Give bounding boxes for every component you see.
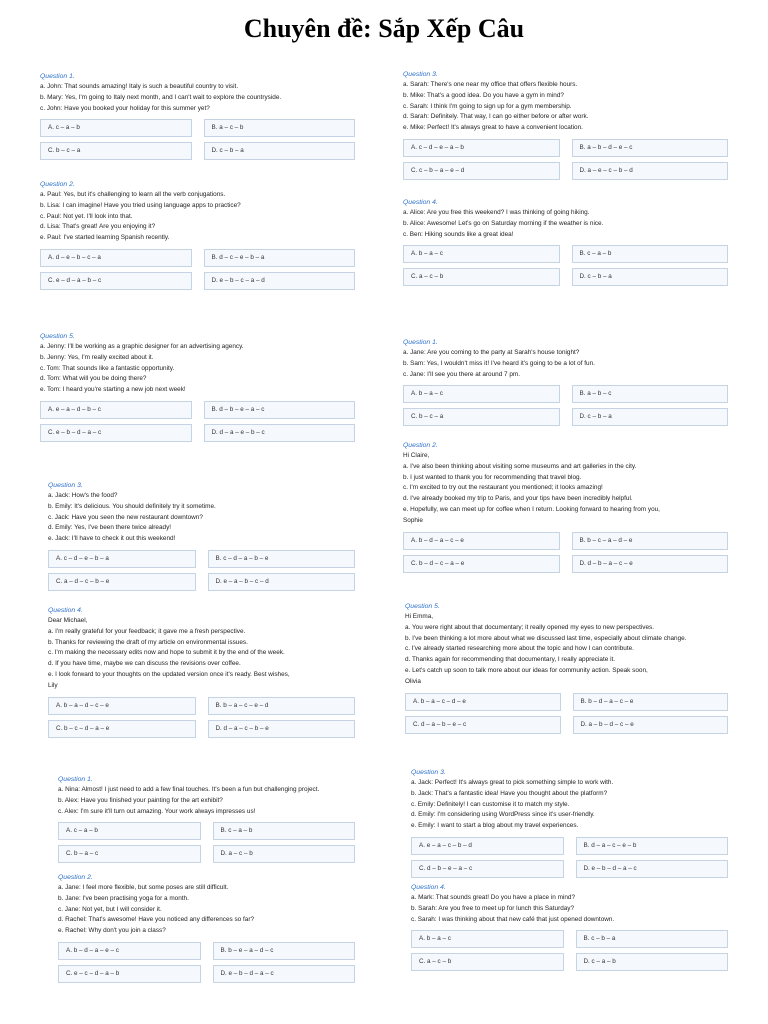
sentence-line: c. Jane: Not yet, but I will consider it. xyxy=(58,905,162,913)
answer-options xyxy=(403,245,728,286)
sentence-line: a. Jane: Are you coming to the party at Sarah's house tonight? xyxy=(403,349,580,356)
question-title: Question 2. xyxy=(403,442,438,449)
sentence-line: Lily xyxy=(48,681,58,689)
answer-option-d[interactable]: D. d – a – e – b – c xyxy=(204,424,356,442)
question-title: Question 2. xyxy=(40,181,75,188)
answer-option-a[interactable]: A. b – a – c xyxy=(403,245,560,263)
answer-option-c[interactable]: C. b – c – a xyxy=(40,142,192,160)
answer-option-c[interactable]: C. e – c – d – a – b xyxy=(58,965,201,983)
answer-option-b[interactable]: B. d – c – e – b – a xyxy=(204,249,356,267)
answer-option-a[interactable]: A. b – a – d – c – e xyxy=(48,697,196,715)
sentence-line: d. Emily: Yes, I've been there twice already! xyxy=(48,524,172,532)
answer-options xyxy=(405,693,728,734)
sentence-line: c. Tom: That sounds like a fantastic opportunity. xyxy=(40,364,175,372)
answer-option-d[interactable]: D. c – b – a xyxy=(572,408,729,426)
answer-option-c[interactable]: C. d – a – b – e – c xyxy=(405,716,561,734)
question-title: Question 4. xyxy=(48,607,83,614)
sentence-line: a. Jack: How's the food? xyxy=(48,492,118,499)
answer-option-a[interactable]: A. b – a – c – d – e xyxy=(405,693,561,711)
sentence-line: d. If you have time, maybe we can discuss the revisions over coffee. xyxy=(48,660,241,668)
question-block xyxy=(48,481,355,591)
page-title: Chuyên đề: Sắp Xếp Câu xyxy=(243,14,525,43)
question-title: Question 4. xyxy=(403,199,438,206)
sentence-line: b. Thanks for reviewing the draft of my article on environmental issues. xyxy=(48,638,248,646)
answer-options xyxy=(411,930,728,971)
answer-options xyxy=(58,942,355,983)
sentence-line: e. Jack: I'll have to check it out this weekend! xyxy=(48,535,176,543)
sentence-line: c. Sarah: I think I'm going to sign up for a gym membership. xyxy=(403,102,572,110)
sentence-line: b. I've been thinking a lot more about what we discussed last time, especially about climate change. xyxy=(405,634,687,642)
question-title: Question 1. xyxy=(58,776,93,783)
sentence-line: a. Jenny: I'll be working as a graphic designer for an advertising agency. xyxy=(40,343,244,350)
answer-option-b[interactable]: B. a – b – c xyxy=(572,385,729,403)
sentence-line: b. Mary: Yes, I'm going to Italy next month, and I can't wait to explore the countryside. xyxy=(40,93,282,101)
answer-option-c[interactable]: C. b – c – a xyxy=(403,408,560,426)
answer-option-d[interactable]: D. a – c – b xyxy=(213,845,356,863)
sentence-line: e. Rachel: Why don't you join a class? xyxy=(58,927,166,935)
question-block xyxy=(411,768,728,878)
sentence-line: d. Tom: What will you be doing there? xyxy=(40,375,147,383)
sentence-line: c. I'm making the necessary edits now and hope to submit it by the end of the week. xyxy=(48,649,285,657)
sentence-line: c. Jack: Have you seen the new restaurant downtown? xyxy=(48,513,203,521)
answer-option-c[interactable]: C. a – d – c – b – e xyxy=(48,573,196,591)
answer-option-d[interactable]: D. e – b – c – a – d xyxy=(204,272,356,290)
answer-options xyxy=(403,139,728,180)
answer-options xyxy=(411,837,728,878)
answer-option-a[interactable]: A. c – d – e – a – b xyxy=(403,139,560,157)
answer-option-c[interactable]: C. b – d – c – a – e xyxy=(403,555,560,573)
sentence-line: e. Tom: I heard you're starting a new job next week! xyxy=(40,386,186,394)
answer-option-a[interactable]: A. b – d – a – e – c xyxy=(58,942,201,960)
answer-option-c[interactable]: C. b – a – c xyxy=(58,845,201,863)
question-block xyxy=(405,602,728,734)
answer-option-a[interactable]: A. d – e – b – c – a xyxy=(40,249,192,267)
answer-option-d[interactable]: D. c – b – a xyxy=(204,142,356,160)
answer-option-c[interactable]: C. c – b – a – e – d xyxy=(403,162,560,180)
sentence-line: d. Emily: I'm considering using WordPress since it's user-friendly. xyxy=(411,811,595,819)
answer-option-d[interactable]: D. c – b – a xyxy=(572,268,729,286)
answer-option-b[interactable]: B. b – c – a – d – e xyxy=(572,532,729,550)
sentence-line: a. You were right about that documentary; it really opened my eyes to new perspectives. xyxy=(405,623,655,631)
sentence-line: Hi Emma, xyxy=(405,613,434,620)
question-title: Question 1. xyxy=(40,73,75,80)
answer-option-c[interactable]: C. e – b – d – a – c xyxy=(40,424,192,442)
answer-option-c[interactable]: C. a – c – b xyxy=(403,268,560,286)
sentence-line: b. Sam: Yes, I wouldn't miss it! I've heard it's going to be a lot of fun. xyxy=(403,359,595,367)
sentence-line: Sophie xyxy=(403,516,423,524)
answer-option-c[interactable]: C. e – d – a – b – c xyxy=(40,272,192,290)
sentence-line: a. Jane: I feel more flexible, but some poses are still difficult. xyxy=(58,884,229,891)
sentence-line: b. Alice: Awesome! Let's go on Saturday morning if the weather is nice. xyxy=(403,219,604,227)
sentence-line: c. Jane: I'll see you there at around 7 pm. xyxy=(403,370,521,378)
sentence-line: b. Jane: I've been practising yoga for a month. xyxy=(58,894,189,902)
answer-option-a[interactable]: A. b – a – c xyxy=(403,385,560,403)
answer-option-b[interactable]: B. d – b – e – a – c xyxy=(204,401,356,419)
answer-option-d[interactable]: D. d – a – c – b – e xyxy=(208,720,356,738)
sentence-line: e. Emily: I want to start a blog about my travel experiences. xyxy=(411,822,579,830)
answer-option-c[interactable]: C. d – b – e – a – c xyxy=(411,860,564,878)
sentence-line: a. Nina: Almost! I just need to add a few final touches. It's been a fun but challenging project. xyxy=(58,786,320,793)
question-block xyxy=(40,332,355,442)
question-block xyxy=(403,70,728,180)
answer-option-d[interactable]: D. e – a – b – c – d xyxy=(208,573,356,591)
question-block xyxy=(48,606,355,738)
question-title: Question 4. xyxy=(411,884,446,891)
sentence-line: a. John: That sounds amazing! Italy is such a beautiful country to visit. xyxy=(40,83,239,90)
question-title: Question 3. xyxy=(403,71,438,78)
question-title: Question 2. xyxy=(58,874,93,881)
sentence-line: a. Paul: Yes, but it's challenging to learn all the verb conjugations. xyxy=(40,191,226,198)
sentence-line: c. Paul: Not yet. I'll look into that. xyxy=(40,212,133,220)
answer-option-c[interactable]: C. a – c – b xyxy=(411,953,564,971)
answer-option-a[interactable]: A. b – d – a – c – e xyxy=(403,532,560,550)
question-title: Question 3. xyxy=(411,769,446,776)
sentence-line: e. Mike: Perfect! It's always great to have a convenient location. xyxy=(403,124,583,132)
answer-option-b[interactable]: B. c – d – a – b – e xyxy=(208,550,356,568)
answer-option-d[interactable]: D. a – b – d – c – e xyxy=(573,716,729,734)
answer-option-a[interactable]: A. e – a – d – b – c xyxy=(40,401,192,419)
answer-options xyxy=(58,822,355,863)
sentence-line: e. Paul: I've started learning Spanish recently. xyxy=(40,234,170,242)
sentence-line: b. Jenny: Yes, I'm really excited about it. xyxy=(40,353,154,361)
answer-option-b[interactable]: B. b – e – a – d – c xyxy=(213,942,356,960)
question-block xyxy=(40,180,355,290)
sentence-line: c. Sarah: I was thinking about that new café that just opened downtown. xyxy=(411,915,615,923)
question-block xyxy=(403,338,728,426)
sentence-line: a. I'm really grateful for your feedback; it gave me a fresh perspective. xyxy=(48,627,246,635)
sentence-line: a. I've also been thinking about visiting some museums and art galleries in the city. xyxy=(403,462,637,470)
sentence-line: c. Emily: Definitely! I can customise it to match my style. xyxy=(411,800,570,808)
answer-option-b[interactable]: B. a – c – b xyxy=(204,119,356,137)
sentence-line: a. Alice: Are you free this weekend? I was thinking of going hiking. xyxy=(403,209,590,216)
answer-option-d[interactable]: D. d – b – a – c – e xyxy=(572,555,729,573)
answer-options xyxy=(40,401,355,442)
answer-options xyxy=(40,249,355,290)
answer-options xyxy=(40,119,355,160)
question-title: Question 5. xyxy=(405,603,440,610)
answer-options xyxy=(403,532,728,573)
answer-option-d[interactable]: D. c – a – b xyxy=(576,953,729,971)
question-title: Question 5. xyxy=(40,333,75,340)
answer-option-a[interactable]: A. e – a – c – b – d xyxy=(411,837,564,855)
sentence-line: e. Hopefully, we can meet up for coffee when I return. Looking forward to hearing from you, xyxy=(403,505,660,513)
sentence-line: b. Lisa: I can imagine! Have you tried using language apps to practice? xyxy=(40,201,241,209)
sentence-line: a. Mark: That sounds great! Do you have a place in mind? xyxy=(411,894,576,901)
answer-option-c[interactable]: C. b – c – d – a – e xyxy=(48,720,196,738)
answer-option-d[interactable]: D. e – b – d – a – c xyxy=(576,860,729,878)
sentence-line: d. I've already booked my trip to Paris, and your tips have been incredibly helpful. xyxy=(403,495,633,503)
answer-option-b[interactable]: B. b – d – a – c – e xyxy=(573,693,729,711)
answer-option-b[interactable]: B. d – a – c – e – b xyxy=(576,837,729,855)
sentence-line: Olivia xyxy=(405,677,421,685)
question-block xyxy=(403,198,728,286)
answer-option-a[interactable]: A. c – a – b xyxy=(58,822,201,840)
sentence-line: d. Thanks again for recommending that documentary, I really appreciate it. xyxy=(405,656,616,664)
question-block xyxy=(58,775,355,863)
answer-option-a[interactable]: A. b – a – c xyxy=(411,930,564,948)
answer-options xyxy=(403,385,728,426)
sentence-line: c. I'm excited to try out the restaurant you mentioned; it looks amazing! xyxy=(403,484,603,492)
sentence-line: a. Sarah: There's one near my office that offers flexible hours. xyxy=(403,81,578,88)
sentence-line: c. I've already started researching more about the topic and how I can contribute. xyxy=(405,645,634,653)
sentence-line: b. Alex: Have you finished your painting for the art exhibit? xyxy=(58,796,223,804)
answer-option-b[interactable]: B. b – a – c – e – d xyxy=(208,697,356,715)
sentence-line: e. Let's catch up soon to talk more about our ideas for community action. Speak soon, xyxy=(405,666,648,674)
sentence-line: b. Mike: That's a good idea. Do you have a gym in mind? xyxy=(403,91,564,99)
sentence-line: Hi Claire, xyxy=(403,452,430,459)
question-title: Question 3. xyxy=(48,482,83,489)
answer-options xyxy=(48,550,355,591)
sentence-line: c. Ben: Hiking sounds like a great idea! xyxy=(403,230,514,238)
answer-options xyxy=(48,697,355,738)
question-block xyxy=(40,72,355,160)
sentence-line: Dear Michael, xyxy=(48,617,88,624)
sentence-line: d. Rachel: That's awesome! Have you noticed any differences so far? xyxy=(58,916,255,924)
sentence-line: a. Jack: Perfect! It's always great to pick something simple to work with. xyxy=(411,779,614,786)
answer-option-b[interactable]: B. c – a – b xyxy=(213,822,356,840)
answer-option-d[interactable]: D. e – b – d – a – c xyxy=(213,965,356,983)
sentence-line: c. Alex: I'm sure it'll turn out amazing. Your work always impresses us! xyxy=(58,807,256,815)
sentence-line: d. Sarah: Definitely. That way, I can go either before or after work. xyxy=(403,113,589,121)
answer-option-b[interactable]: B. a – b – d – e – c xyxy=(572,139,729,157)
sentence-line: c. John: Have you booked your holiday for this summer yet? xyxy=(40,104,210,112)
answer-option-b[interactable]: B. c – a – b xyxy=(572,245,729,263)
sentence-line: b. Jack: That's a fantastic idea! Have you thought about the platform? xyxy=(411,789,608,797)
sentence-line: d. Lisa: That's great! Are you enjoying it? xyxy=(40,223,156,231)
sentence-line: b. I just wanted to thank you for recommending that travel blog. xyxy=(403,473,582,481)
answer-option-a[interactable]: A. c – d – e – b – a xyxy=(48,550,196,568)
answer-option-a[interactable]: A. c – a – b xyxy=(40,119,192,137)
question-block xyxy=(58,873,355,983)
question-title: Question 1. xyxy=(403,339,438,346)
sentence-line: b. Emily: It's delicious. You should definitely try it sometime. xyxy=(48,502,216,510)
answer-option-d[interactable]: D. a – e – c – b – d xyxy=(572,162,729,180)
sentence-line: b. Sarah: Are you free to meet up for lunch this Saturday? xyxy=(411,904,575,912)
answer-option-b[interactable]: B. c – b – a xyxy=(576,930,729,948)
question-block xyxy=(411,883,728,971)
sentence-line: e. I look forward to your thoughts on the updated version once it's ready. Best wishes, xyxy=(48,670,290,678)
question-block xyxy=(403,441,728,573)
